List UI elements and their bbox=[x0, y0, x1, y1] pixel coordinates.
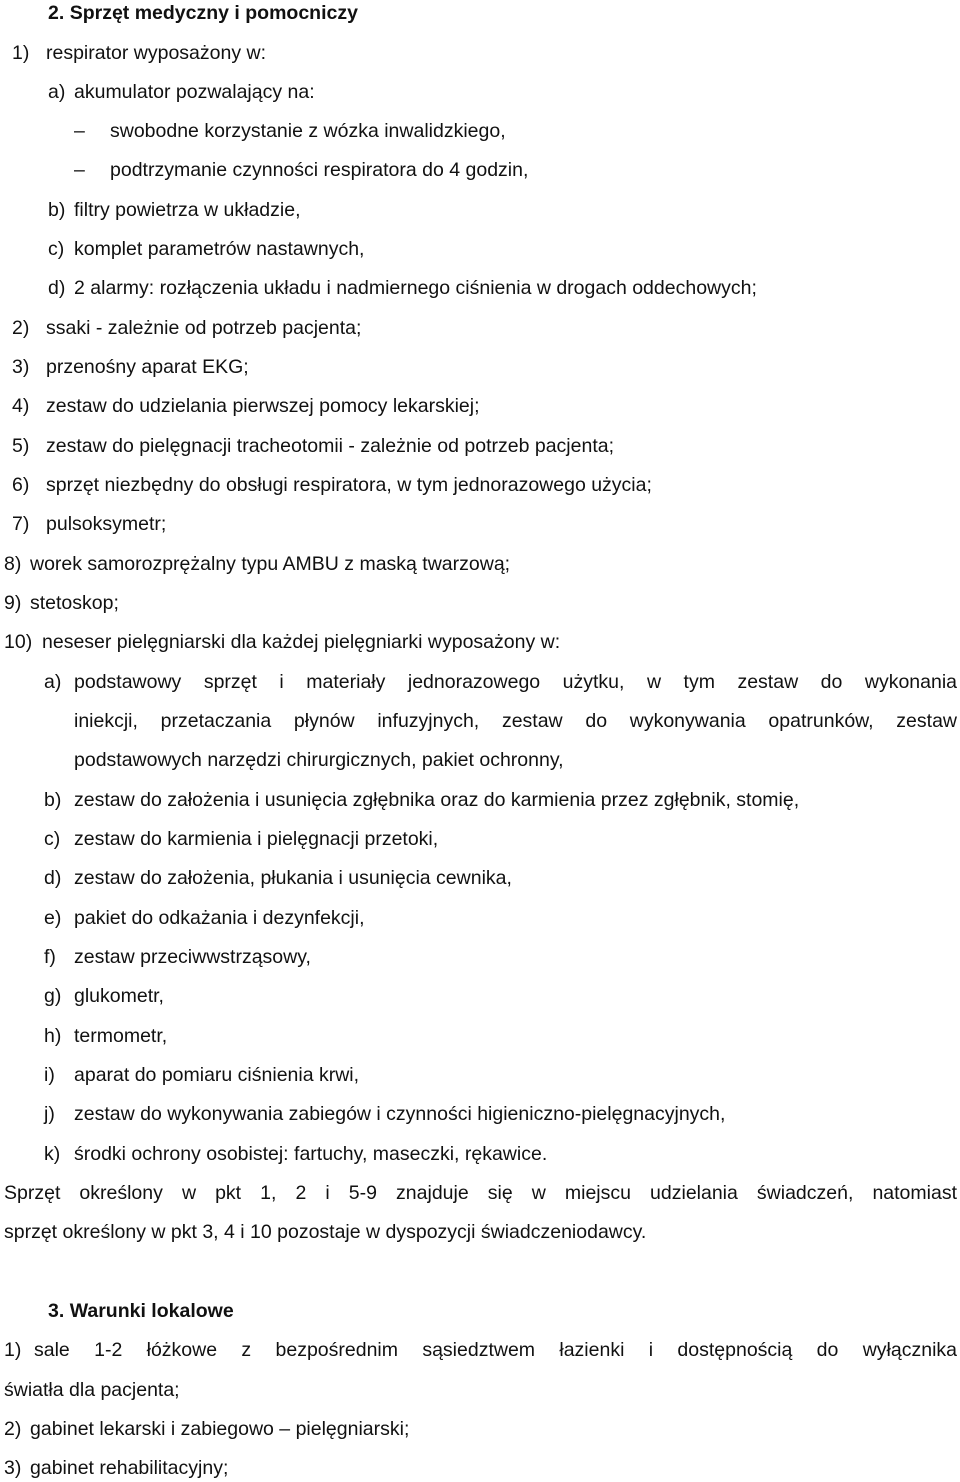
list-item-text: środki ochrony osobistej: fartuchy, maseczki, rękawice. bbox=[74, 1143, 548, 1165]
list-item-text: glukometr, bbox=[74, 985, 164, 1007]
list-marker: j) bbox=[44, 1103, 55, 1125]
list-item bbox=[12, 434, 614, 458]
list-item-text: neseser pielęgniarski dla każdej pielęgniarki wyposażony w: bbox=[42, 631, 561, 653]
list-marker: 6) bbox=[12, 474, 30, 496]
list-item-text: filtry powietrza w układzie, bbox=[74, 199, 301, 221]
section-title: Sprzęt medyczny i pomocniczy bbox=[69, 2, 358, 24]
list-marker: 2) bbox=[4, 1418, 22, 1440]
list-marker: 8) bbox=[4, 553, 22, 575]
list-marker: 2) bbox=[12, 317, 30, 339]
list-item bbox=[4, 1456, 228, 1480]
list-item-text: stetoskop; bbox=[30, 592, 119, 614]
list-marker: a) bbox=[44, 671, 62, 693]
list-marker: 9) bbox=[4, 592, 22, 614]
list-item bbox=[4, 591, 119, 615]
list-marker: 1) bbox=[4, 1339, 22, 1361]
list-item-text: pakiet do odkażania i dezynfekcji, bbox=[74, 907, 365, 929]
dash-item bbox=[74, 119, 506, 143]
sublist-item bbox=[44, 984, 164, 1008]
list-item bbox=[12, 473, 652, 497]
list-marker: 3) bbox=[4, 1457, 22, 1479]
dash-item bbox=[74, 158, 528, 182]
sublist-item bbox=[44, 788, 799, 812]
section-heading bbox=[48, 1, 358, 25]
list-item-text: zestaw do karmienia i pielęgnacji przetoki, bbox=[74, 828, 439, 850]
sublist-item bbox=[44, 866, 512, 890]
list-marker: b) bbox=[48, 199, 66, 221]
list-marker: c) bbox=[44, 828, 61, 850]
list-item-text: zestaw do założenia i usunięcia zgłębnika oraz do karmienia przez zgłębnik, stomię, bbox=[74, 789, 800, 811]
sublist-item bbox=[48, 237, 364, 261]
list-item-text: pulsoksymetr; bbox=[46, 513, 167, 535]
sublist-item bbox=[44, 827, 438, 851]
sublist-marker bbox=[44, 670, 61, 694]
list-item-text: przenośny aparat EKG; bbox=[46, 356, 249, 378]
note-line: Sprzęt określony w pkt 1, 2 i 5-9 znajduje się w miejscu udzielania świadczeń, natomiast bbox=[4, 1182, 957, 1204]
list-item-text: termometr, bbox=[74, 1025, 168, 1047]
list-marker: i) bbox=[44, 1064, 55, 1086]
list-marker: 5) bbox=[12, 435, 30, 457]
sublist-item bbox=[44, 1142, 547, 1166]
list-item-text: swobodne korzystanie z wózka inwalidzkiego, bbox=[110, 120, 506, 142]
list-item-line: światła dla pacjenta; bbox=[4, 1379, 180, 1401]
list-item-text: zestaw do wykonywania zabiegów i czynności higieniczno-pielęgnacyjnych, bbox=[74, 1103, 726, 1125]
sublist-item-line: iniekcji, przetaczania płynów infuzyjnych, zestaw do wykonywania opatrunków, zestaw bbox=[74, 710, 957, 732]
sublist-item bbox=[48, 276, 757, 300]
list-marker: h) bbox=[44, 1025, 62, 1047]
section-title: Warunki lokalowe bbox=[69, 1300, 234, 1322]
list-item-text: worek samorozprężalny typu AMBU z maską twarzową; bbox=[30, 553, 511, 575]
sublist-item bbox=[44, 1063, 359, 1087]
sublist-item bbox=[48, 198, 301, 222]
sublist-item bbox=[44, 945, 311, 969]
list-item-text: zestaw do udzielania pierwszej pomocy lekarskiej; bbox=[46, 395, 480, 417]
dash-marker: – bbox=[74, 159, 85, 181]
section-number: 3. bbox=[48, 1300, 65, 1322]
list-item-text: respirator wyposażony w: bbox=[46, 42, 267, 64]
dash-marker: – bbox=[74, 120, 85, 142]
sublist-item bbox=[48, 80, 315, 104]
list-item-text: 2 alarmy: rozłączenia układu i nadmiernego ciśnienia w drogach oddechowych; bbox=[74, 277, 757, 299]
list-marker: d) bbox=[44, 867, 62, 889]
list-marker: 10) bbox=[4, 631, 33, 653]
list-item-text: komplet parametrów nastawnych, bbox=[74, 238, 365, 260]
list-marker: c) bbox=[48, 238, 65, 260]
list-marker: 7) bbox=[12, 513, 30, 535]
list-marker: f) bbox=[44, 946, 56, 968]
list-marker: 4) bbox=[12, 395, 30, 417]
list-item-text: gabinet rehabilitacyjny; bbox=[30, 1457, 229, 1479]
list-marker: 3) bbox=[12, 356, 30, 378]
sublist-item bbox=[44, 1102, 725, 1126]
note-line: sprzęt określony w pkt 3, 4 i 10 pozostaje w dyspozycji świadczeniodawcy. bbox=[4, 1221, 647, 1243]
section-heading bbox=[48, 1299, 234, 1323]
list-marker: e) bbox=[44, 907, 62, 929]
list-marker: g) bbox=[44, 985, 62, 1007]
list-item-text: zestaw do założenia, płukania i usunięcia cewnika, bbox=[74, 867, 512, 889]
list-item-text: sprzęt niezbędny do obsługi respiratora, w tym jednorazowego użycia; bbox=[46, 474, 652, 496]
list-item-text: aparat do pomiaru ciśnienia krwi, bbox=[74, 1064, 360, 1086]
list-item bbox=[4, 1417, 409, 1441]
list-item-line: sale 1-2 łóżkowe z bezpośrednim sąsiedztwem łazienki i dostępnością do wyłącznika bbox=[34, 1339, 957, 1361]
section-number: 2. bbox=[48, 2, 65, 24]
list-item bbox=[12, 394, 480, 418]
list-marker: d) bbox=[48, 277, 66, 299]
list-item bbox=[4, 552, 510, 576]
list-item bbox=[12, 355, 249, 379]
list-item-text: zestaw przeciwwstrząsowy, bbox=[74, 946, 311, 968]
list-item-text: ssaki - zależnie od potrzeb pacjenta; bbox=[46, 317, 362, 339]
list-item bbox=[12, 41, 266, 65]
list-item bbox=[12, 316, 361, 340]
sublist-item bbox=[44, 906, 365, 930]
list-item bbox=[12, 512, 166, 536]
list-item-text: akumulator pozwalający na: bbox=[74, 81, 315, 103]
list-marker: a) bbox=[48, 81, 66, 103]
list-item bbox=[4, 630, 560, 654]
list-item-text: zestaw do pielęgnacji tracheotomii - zależnie od potrzeb pacjenta; bbox=[46, 435, 614, 457]
sublist-item-line: podstawowych narzędzi chirurgicznych, pakiet ochronny, bbox=[74, 749, 564, 771]
list-item-text: gabinet lekarski i zabiegowo – pielęgniarski; bbox=[30, 1418, 410, 1440]
list-marker: b) bbox=[44, 789, 62, 811]
list-item-text: podtrzymanie czynności respiratora do 4 godzin, bbox=[110, 159, 529, 181]
sublist-item bbox=[44, 1024, 167, 1048]
sublist-item-line: podstawowy sprzęt i materiały jednorazowego użytku, w tym zestaw do wykonania bbox=[74, 671, 957, 693]
list-marker: 1) bbox=[12, 42, 30, 64]
list-marker: k) bbox=[44, 1143, 61, 1165]
